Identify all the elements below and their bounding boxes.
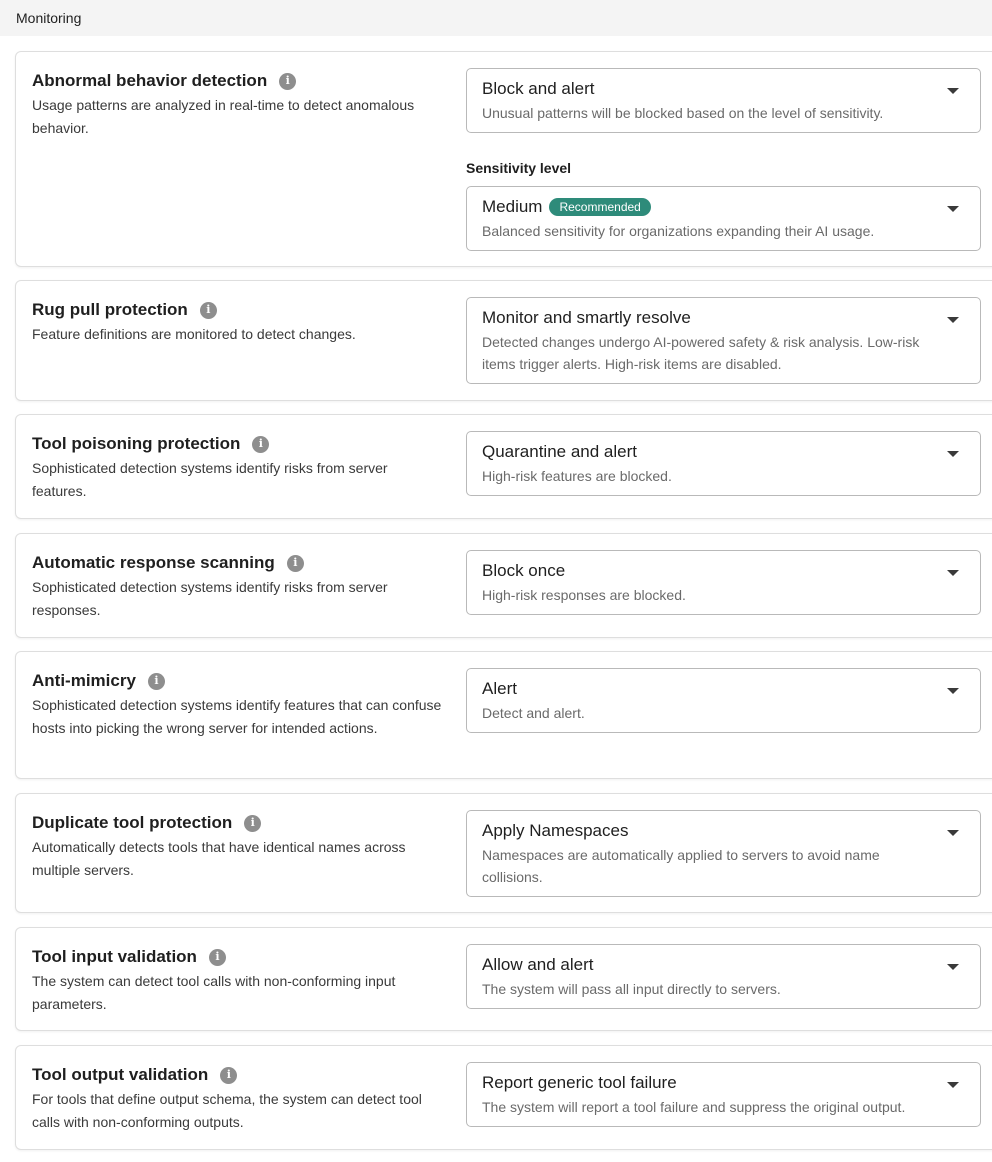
select-value: Quarantine and alert [482, 442, 637, 461]
sensitivity-select[interactable] [466, 186, 981, 251]
setting-description: Sophisticated detection systems identify features that can confuse hosts into picking the wrong server for intended actions. [32, 697, 442, 736]
info-icon[interactable]: i [148, 673, 165, 690]
setting-title: Anti-mimicry [32, 671, 136, 690]
chevron-down-icon [947, 88, 959, 94]
select-help: Unusual patterns will be blocked based on the level of sensitivity. [482, 105, 884, 121]
setting-title: Automatic response scanning [32, 553, 275, 572]
setting-title: Tool poisoning protection [32, 434, 241, 453]
setting-card-tool-poisoning [15, 414, 992, 519]
select-help: Namespaces are automatically applied to servers to avoid name collisions. [482, 847, 880, 885]
select-value: Monitor and smartly resolve [482, 308, 691, 327]
info-icon[interactable]: i [287, 555, 304, 572]
action-select[interactable] [466, 550, 981, 615]
setting-title: Tool input validation [32, 947, 197, 966]
select-help: High-risk responses are blocked. [482, 587, 686, 603]
select-help: Balanced sensitivity for organizations expanding their AI usage. [482, 223, 875, 239]
action-select[interactable] [466, 944, 981, 1009]
setting-description: Feature definitions are monitored to detect changes. [32, 326, 356, 342]
info-icon[interactable]: i [252, 436, 269, 453]
select-value: Block and alert [482, 79, 595, 98]
setting-description: Usage patterns are analyzed in real-time to detect anomalous behavior. [32, 97, 415, 136]
recommended-badge: Recommended [549, 198, 650, 216]
select-value: Report generic tool failure [482, 1073, 677, 1092]
setting-card-abnormal-behavior [15, 51, 992, 267]
setting-description: Automatically detects tools that have identical names across multiple servers. [32, 839, 406, 878]
info-icon[interactable]: i [279, 73, 296, 90]
select-help: The system will pass all input directly to servers. [482, 981, 781, 997]
info-icon[interactable]: i [200, 302, 217, 319]
select-help: Detected changes undergo AI-powered safety & risk analysis. Low-risk items trigger alerts. High-risk items are disabled. [482, 334, 920, 372]
setting-card-response-scanning [15, 533, 992, 638]
action-select[interactable] [466, 297, 981, 384]
info-icon[interactable]: i [244, 815, 261, 832]
select-value: Allow and alert [482, 955, 594, 974]
setting-card-anti-mimicry [15, 651, 992, 779]
info-icon[interactable]: i [209, 949, 226, 966]
setting-title: Abnormal behavior detection [32, 71, 268, 90]
chevron-down-icon [947, 1082, 959, 1088]
setting-card-input-validation [15, 927, 992, 1031]
action-select[interactable] [466, 68, 981, 133]
chevron-down-icon [947, 964, 959, 970]
action-select[interactable] [466, 1062, 981, 1127]
setting-description: Sophisticated detection systems identify risks from server features. [32, 460, 388, 499]
setting-title: Rug pull protection [32, 300, 188, 319]
setting-title: Tool output validation [32, 1065, 209, 1084]
setting-card-output-validation [15, 1045, 992, 1150]
chevron-down-icon [947, 206, 959, 212]
setting-title: Duplicate tool protection [32, 813, 233, 832]
chevron-down-icon [947, 688, 959, 694]
action-select[interactable] [466, 668, 981, 733]
select-value: Apply Namespaces [482, 821, 629, 840]
setting-card-duplicate-tool [15, 793, 992, 913]
select-value: Alert [482, 679, 517, 698]
setting-card-rug-pull [15, 280, 992, 401]
select-help: Detect and alert. [482, 705, 585, 721]
select-value: Medium [482, 197, 543, 216]
action-select[interactable] [466, 810, 981, 897]
action-select[interactable] [466, 431, 981, 496]
select-help: The system will report a tool failure and suppress the original output. [482, 1099, 906, 1115]
select-help: High-risk features are blocked. [482, 468, 672, 484]
setting-description: The system can detect tool calls with non-conforming input parameters. [32, 973, 396, 1012]
chevron-down-icon [947, 570, 959, 576]
chevron-down-icon [947, 317, 959, 323]
section-title: Monitoring [0, 0, 992, 36]
select-value: Block once [482, 561, 566, 580]
chevron-down-icon [947, 451, 959, 457]
chevron-down-icon [947, 830, 959, 836]
setting-description: For tools that define output schema, the system can detect tool calls with non-conforming outputs. [32, 1091, 422, 1130]
setting-description: Sophisticated detection systems identify risks from server responses. [32, 579, 388, 618]
sensitivity-label: Sensitivity level [466, 160, 572, 176]
info-icon[interactable]: i [220, 1067, 237, 1084]
